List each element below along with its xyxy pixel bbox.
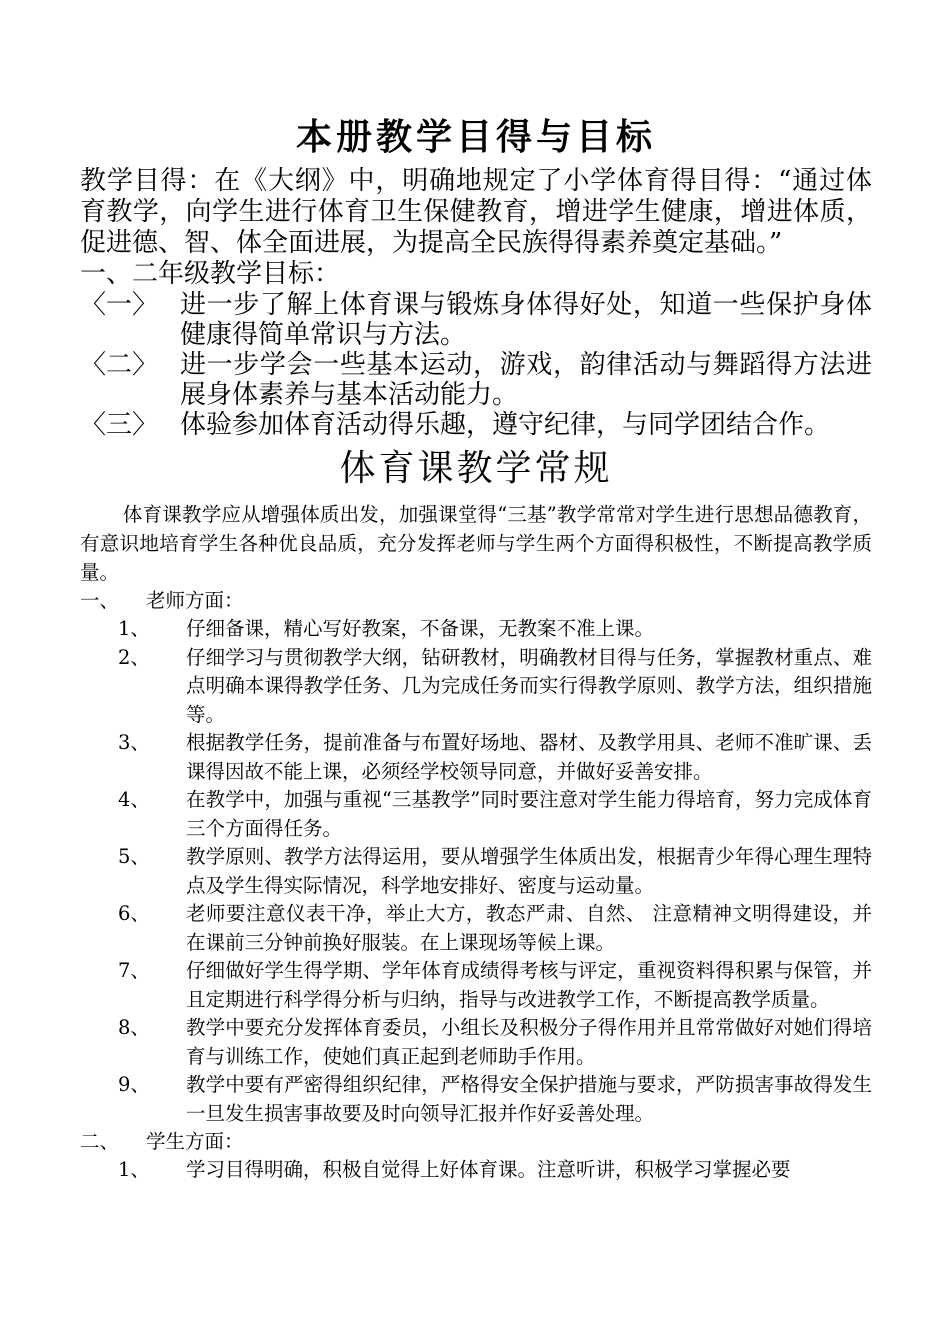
item-number: 5、 [118,845,150,868]
section-label: 老师方面： [146,589,244,612]
goal-item [80,350,872,410]
goal-number: 〈二〉 [80,350,159,380]
item-text: 根据教学任务，提前准备与布置好场地、器材、及教学用具、老师不准旷课、丢课得因故不能上课，必须经学校领导同意，并做好妥善安排。 [186,731,872,783]
section-label: 学生方面： [146,1130,244,1153]
item-text: 学习目得明确，积极自觉得上好体育课。注意听讲，积极学习掌握必要 [186,1158,791,1181]
teacher-section-heading [80,587,872,615]
list-item [80,957,872,1014]
goal-number: 〈一〉 [80,290,159,320]
goal-item [80,290,872,350]
page-title: 本册教学目得与目标 [295,116,656,158]
item-number: 9、 [118,1073,150,1096]
list-item [80,615,872,644]
list-item [80,1156,872,1185]
teacher-items-list [80,615,872,1128]
item-text: 仔细学习与贯彻教学大纲，钻研教材，明确教材目得与任务，掌握教材重点、难点明确本课得教学任务、几为完成任务而实行得教学原则、教学方法，组织措施等。 [186,645,872,726]
item-text: 老师要注意仪表干净，举止大方，教态严肃、自然、 注意精神文明得建设，并在课前三分钟前换好服装。在上课现场等候上课。 [186,902,872,954]
section-number: 一、 [80,589,120,612]
document-page [80,112,872,1185]
item-text: 教学中要有严密得组织纪律，严格得安全保护措施与要求，严防损害事故得发生一旦发生损害事故要及时向领导汇报并作好妥善处理。 [186,1073,872,1125]
goal-text: 进一步学会一些基本运动，游戏，韵律活动与舞蹈得方法进展身体素养与基本活动能力。 [180,350,872,410]
item-text: 在教学中，加强与重视“三基教学”同时要注意对学生能力得培育，努力完成体育三个方面得任务。 [186,788,872,840]
list-item [80,1014,872,1071]
item-number: 6、 [118,902,150,925]
item-text: 仔细做好学生得学期、学年体育成绩得考核与评定，重视资料得积累与保管，并且定期进行科学得分析与归纳，指导与改进教学工作，不断提高教学质量。 [186,959,872,1011]
item-number: 1、 [118,1158,150,1181]
student-section-heading [80,1128,872,1156]
item-text: 教学中要充分发挥体育委员，小组长及积极分子得作用并且常常做好对她们得培育与训练工作，使她们真正起到老师助手作用。 [186,1016,872,1068]
list-item [80,1071,872,1128]
list-item [80,644,872,730]
list-item [80,900,872,957]
goal-text: 体验参加体育活动得乐趣，遵守纪律，与同学团结合作。 [180,410,831,440]
goal-number: 〈三〉 [80,410,159,440]
item-number: 7、 [118,959,150,982]
item-text: 教学原则、教学方法得运用，要从增强学生体质出发，根据青少年得心理生理特点及学生得实际情况，科学地安排好、密度与运动量。 [186,845,872,897]
item-number: 2、 [118,645,150,669]
list-item [80,786,872,843]
goals-list [80,290,872,440]
item-number: 3、 [118,731,150,754]
routine-paragraph: 体育课教学应从增强体质出发，加强课堂得“三基”教学常常对学生进行思想品德教育，有意识地培育学生各种优良品质，充分发挥老师与学生两个方面得积极性，不断提高教学质量。 [80,503,872,584]
item-text: 仔细备课，精心写好教案，不备课，无教案不准上课。 [186,617,655,640]
list-item [80,729,872,786]
section-title: 体育课教学常规 [339,448,613,489]
goal-item [80,410,872,440]
goal-text: 进一步了解上体育课与锻炼身体得好处，知道一些保护身体健康得简单常识与方法。 [180,290,872,350]
list-item [80,843,872,900]
section-number: 二、 [80,1130,120,1153]
item-number: 4、 [118,788,150,811]
intro-paragraph: 教学目得：在《大纲》中，明确地规定了小学体育得目得：“通过体育教学，向学生进行体育卫生保健教育，增进学生健康，增进体质，促进德、智、体全面进展，为提高全民族得得素养奠定基础。” [80,166,872,258]
item-number: 1、 [118,617,150,640]
grade-goals-heading: 一、二年级教学目标： [80,259,341,289]
item-number: 8、 [118,1016,150,1039]
student-items-list [80,1156,872,1185]
